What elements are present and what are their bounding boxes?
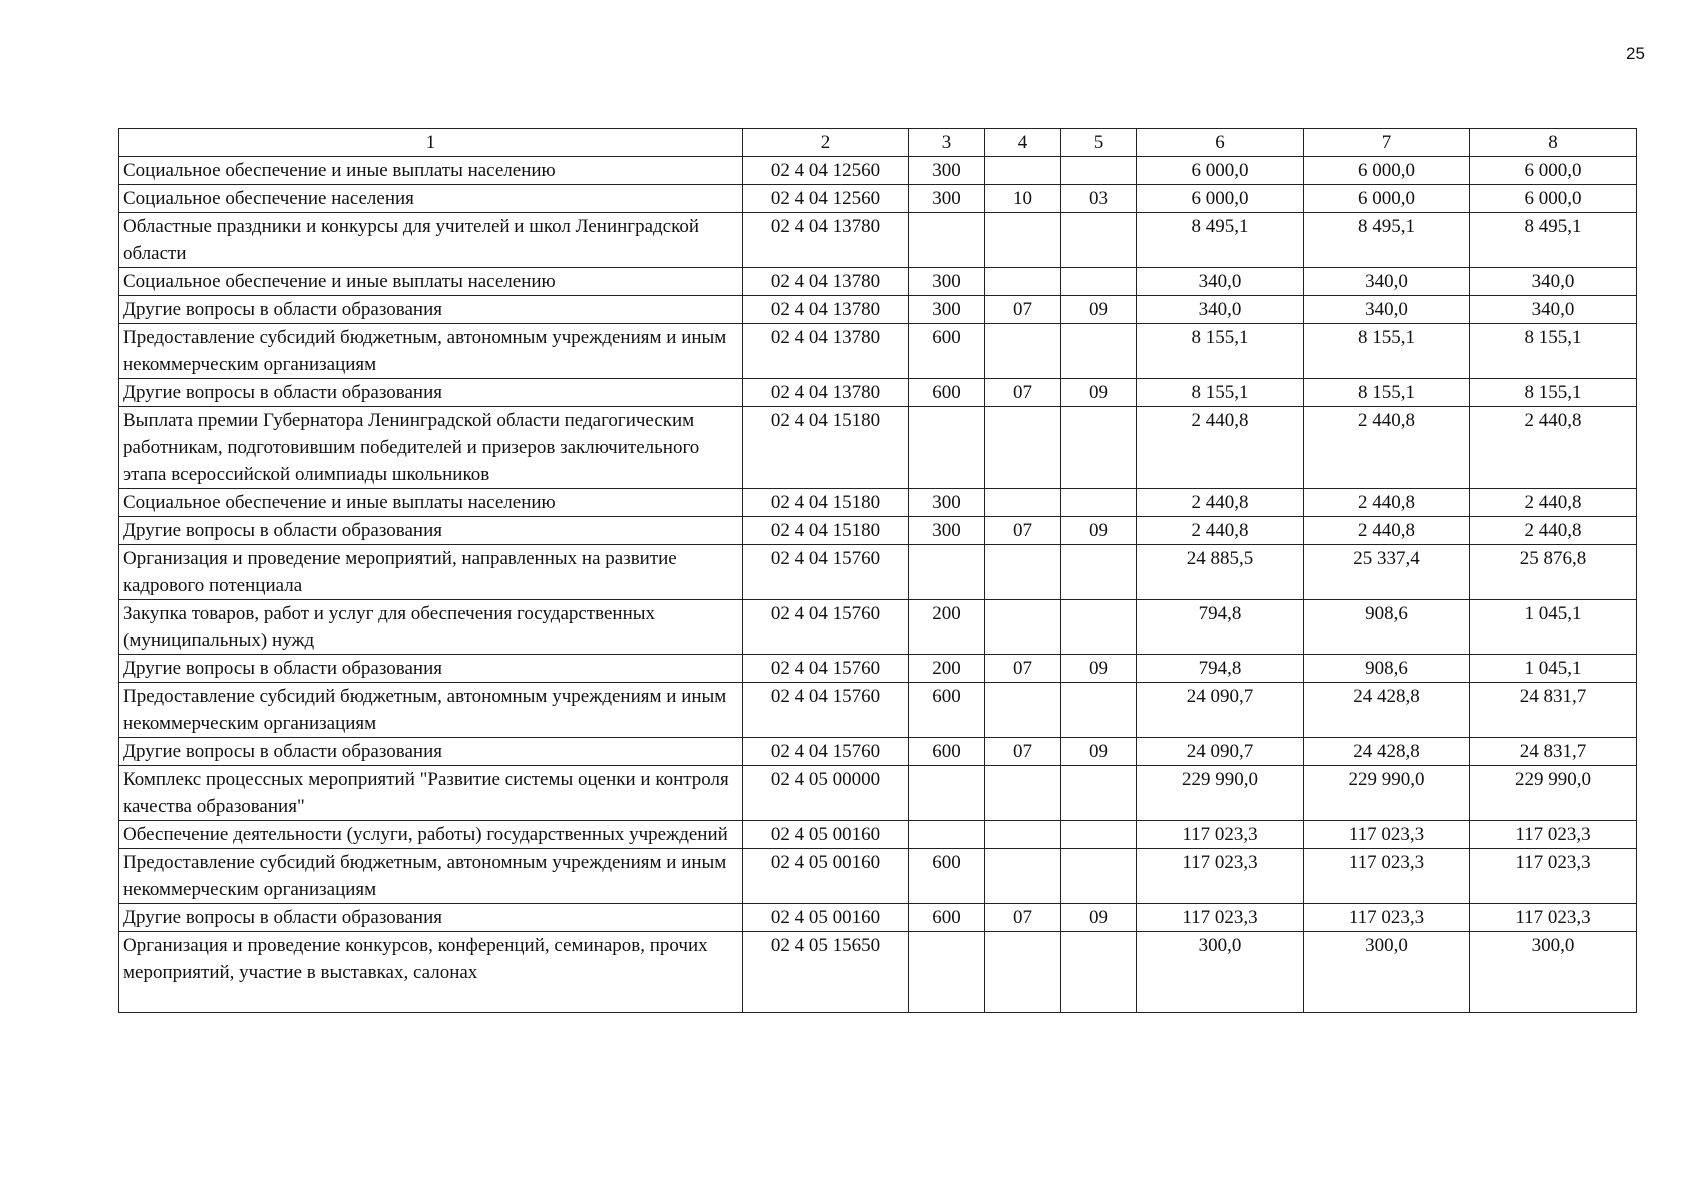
col-header-6: 6 [1137,129,1304,157]
row-value-7-cell: 24 428,8 [1304,683,1470,738]
row-name-cell: Организация и проведение конкурсов, конференций, семинаров, прочих мероприятий, участие в выставках, салонах [119,932,743,1013]
row-value-6-cell: 8 155,1 [1137,379,1304,407]
table-row [119,407,1637,489]
row-value-7-cell: 340,0 [1304,268,1470,296]
row-value-8-cell: 300,0 [1470,932,1637,1013]
table-row [119,296,1637,324]
row-value-6-cell: 24 090,7 [1137,683,1304,738]
table-row [119,600,1637,655]
row-code-cell: 02 4 04 15180 [743,517,909,545]
row-value-7-cell: 340,0 [1304,296,1470,324]
row-value-6-cell: 6 000,0 [1137,185,1304,213]
row-value-7-cell: 25 337,4 [1304,545,1470,600]
row-value-6-cell: 300,0 [1137,932,1304,1013]
table-row [119,655,1637,683]
row-type-cell [909,821,985,849]
col-header-7: 7 [1304,129,1470,157]
row-value-6-cell: 794,8 [1137,655,1304,683]
row-subsection-cell [1061,545,1137,600]
row-section-cell [985,407,1061,489]
row-value-7-cell: 8 155,1 [1304,324,1470,379]
row-type-cell: 600 [909,683,985,738]
row-section-cell [985,821,1061,849]
row-type-cell: 300 [909,489,985,517]
row-value-7-cell: 2 440,8 [1304,489,1470,517]
row-code-cell: 02 4 05 15650 [743,932,909,1013]
row-value-8-cell: 24 831,7 [1470,738,1637,766]
row-value-6-cell: 2 440,8 [1137,517,1304,545]
row-value-6-cell: 117 023,3 [1137,904,1304,932]
row-section-cell: 10 [985,185,1061,213]
row-type-cell: 600 [909,849,985,904]
row-name-cell: Другие вопросы в области образования [119,296,743,324]
row-section-cell: 07 [985,296,1061,324]
col-header-3: 3 [909,129,985,157]
table-row [119,766,1637,821]
row-name-cell: Социальное обеспечение и иные выплаты населению [119,268,743,296]
row-value-7-cell: 300,0 [1304,932,1470,1013]
table-row [119,932,1637,1013]
row-value-7-cell: 2 440,8 [1304,407,1470,489]
row-code-cell: 02 4 04 12560 [743,185,909,213]
row-value-7-cell: 2 440,8 [1304,517,1470,545]
row-subsection-cell [1061,157,1137,185]
row-name-cell: Социальное обеспечение населения [119,185,743,213]
row-value-8-cell: 340,0 [1470,268,1637,296]
row-name-cell: Организация и проведение мероприятий, направленных на развитие кадрового потенциала [119,545,743,600]
row-value-8-cell: 340,0 [1470,296,1637,324]
row-type-cell [909,407,985,489]
row-name-cell: Предоставление субсидий бюджетным, автономным учреждениям и иным некоммерческим организациям [119,683,743,738]
row-value-7-cell: 908,6 [1304,600,1470,655]
row-code-cell: 02 4 04 13780 [743,379,909,407]
row-name-cell: Предоставление субсидий бюджетным, автономным учреждениям и иным некоммерческим организациям [119,324,743,379]
page-number: 25 [1626,44,1645,63]
table-row [119,821,1637,849]
row-section-cell [985,849,1061,904]
row-code-cell: 02 4 04 15760 [743,683,909,738]
row-value-6-cell: 2 440,8 [1137,489,1304,517]
table-row [119,489,1637,517]
row-value-7-cell: 6 000,0 [1304,185,1470,213]
table-row [119,379,1637,407]
row-name-cell: Социальное обеспечение и иные выплаты населению [119,157,743,185]
row-code-cell: 02 4 05 00160 [743,821,909,849]
row-code-cell: 02 4 04 15760 [743,545,909,600]
row-value-6-cell: 6 000,0 [1137,157,1304,185]
row-code-cell: 02 4 05 00160 [743,904,909,932]
row-code-cell: 02 4 05 00160 [743,849,909,904]
row-type-cell: 300 [909,517,985,545]
col-header-2: 2 [743,129,909,157]
table-row [119,324,1637,379]
row-name-cell: Другие вопросы в области образования [119,738,743,766]
table-row [119,268,1637,296]
row-code-cell: 02 4 05 00000 [743,766,909,821]
row-value-8-cell: 1 045,1 [1470,600,1637,655]
row-subsection-cell [1061,489,1137,517]
row-subsection-cell [1061,213,1137,268]
row-type-cell: 200 [909,600,985,655]
row-name-cell: Закупка товаров, работ и услуг для обеспечения государственных (муниципальных) нужд [119,600,743,655]
row-value-8-cell: 117 023,3 [1470,904,1637,932]
row-name-cell: Другие вопросы в области образования [119,904,743,932]
budget-table [118,128,1637,1013]
table-body [119,157,1637,1013]
row-value-8-cell: 8 155,1 [1470,324,1637,379]
col-header-8: 8 [1470,129,1637,157]
row-section-cell [985,545,1061,600]
row-value-7-cell: 8 155,1 [1304,379,1470,407]
row-code-cell: 02 4 04 15760 [743,655,909,683]
row-name-cell: Комплекс процессных мероприятий "Развитие системы оценки и контроля качества образования" [119,766,743,821]
row-name-cell: Социальное обеспечение и иные выплаты населению [119,489,743,517]
row-section-cell: 07 [985,517,1061,545]
row-value-7-cell: 8 495,1 [1304,213,1470,268]
row-value-6-cell: 2 440,8 [1137,407,1304,489]
row-section-cell [985,683,1061,738]
row-value-8-cell: 25 876,8 [1470,545,1637,600]
row-subsection-cell: 09 [1061,517,1137,545]
row-subsection-cell: 09 [1061,296,1137,324]
table-row [119,849,1637,904]
row-code-cell: 02 4 04 13780 [743,268,909,296]
row-type-cell [909,213,985,268]
row-subsection-cell [1061,683,1137,738]
row-name-cell: Обеспечение деятельности (услуги, работы) государственных учреждений [119,821,743,849]
row-value-7-cell: 229 990,0 [1304,766,1470,821]
table-row [119,517,1637,545]
row-type-cell: 300 [909,157,985,185]
row-section-cell [985,932,1061,1013]
row-type-cell [909,766,985,821]
table-row [119,738,1637,766]
row-subsection-cell: 09 [1061,904,1137,932]
row-value-8-cell: 6 000,0 [1470,157,1637,185]
row-code-cell: 02 4 04 13780 [743,296,909,324]
row-code-cell: 02 4 04 15760 [743,600,909,655]
row-code-cell: 02 4 04 15180 [743,489,909,517]
table-row [119,904,1637,932]
row-value-8-cell: 8 495,1 [1470,213,1637,268]
row-value-6-cell: 24 090,7 [1137,738,1304,766]
row-code-cell: 02 4 04 12560 [743,157,909,185]
row-type-cell: 300 [909,296,985,324]
row-section-cell: 07 [985,379,1061,407]
row-subsection-cell: 03 [1061,185,1137,213]
row-section-cell [985,600,1061,655]
row-value-6-cell: 8 495,1 [1137,213,1304,268]
row-name-cell: Предоставление субсидий бюджетным, автономным учреждениям и иным некоммерческим организациям [119,849,743,904]
row-section-cell [985,157,1061,185]
row-value-8-cell: 1 045,1 [1470,655,1637,683]
row-value-7-cell: 117 023,3 [1304,821,1470,849]
row-code-cell: 02 4 04 13780 [743,213,909,268]
col-header-5: 5 [1061,129,1137,157]
row-type-cell: 300 [909,268,985,296]
col-header-1: 1 [119,129,743,157]
row-value-6-cell: 794,8 [1137,600,1304,655]
row-value-7-cell: 117 023,3 [1304,904,1470,932]
header-row [119,129,1637,157]
row-value-8-cell: 2 440,8 [1470,489,1637,517]
row-subsection-cell [1061,324,1137,379]
row-value-8-cell: 117 023,3 [1470,849,1637,904]
row-subsection-cell [1061,407,1137,489]
row-subsection-cell [1061,268,1137,296]
row-value-7-cell: 908,6 [1304,655,1470,683]
row-name-cell: Другие вопросы в области образования [119,655,743,683]
row-value-8-cell: 8 155,1 [1470,379,1637,407]
row-name-cell: Выплата премии Губернатора Ленинградской области педагогическим работникам, подготовившим победителей и призеров заключительного этапа всероссийской олимпиады школьников [119,407,743,489]
row-section-cell [985,766,1061,821]
col-header-4: 4 [985,129,1061,157]
row-code-cell: 02 4 04 13780 [743,324,909,379]
row-subsection-cell [1061,932,1137,1013]
row-section-cell: 07 [985,738,1061,766]
table-row [119,545,1637,600]
row-subsection-cell: 09 [1061,655,1137,683]
row-section-cell [985,324,1061,379]
row-section-cell [985,213,1061,268]
row-type-cell: 600 [909,904,985,932]
table-row [119,683,1637,738]
row-value-6-cell: 340,0 [1137,268,1304,296]
row-subsection-cell [1061,600,1137,655]
row-value-7-cell: 24 428,8 [1304,738,1470,766]
row-section-cell [985,489,1061,517]
row-value-8-cell: 2 440,8 [1470,407,1637,489]
row-type-cell: 600 [909,324,985,379]
row-value-7-cell: 6 000,0 [1304,157,1470,185]
row-name-cell: Областные праздники и конкурсы для учителей и школ Ленинградской области [119,213,743,268]
row-value-6-cell: 117 023,3 [1137,821,1304,849]
row-value-6-cell: 117 023,3 [1137,849,1304,904]
row-value-8-cell: 229 990,0 [1470,766,1637,821]
row-value-6-cell: 229 990,0 [1137,766,1304,821]
row-type-cell: 600 [909,379,985,407]
row-subsection-cell: 09 [1061,738,1137,766]
row-subsection-cell [1061,849,1137,904]
row-section-cell: 07 [985,904,1061,932]
row-code-cell: 02 4 04 15760 [743,738,909,766]
table-row [119,185,1637,213]
row-value-6-cell: 8 155,1 [1137,324,1304,379]
row-value-6-cell: 24 885,5 [1137,545,1304,600]
row-name-cell: Другие вопросы в области образования [119,379,743,407]
row-value-8-cell: 117 023,3 [1470,821,1637,849]
row-code-cell: 02 4 04 15180 [743,407,909,489]
row-type-cell [909,545,985,600]
row-value-8-cell: 6 000,0 [1470,185,1637,213]
row-value-6-cell: 340,0 [1137,296,1304,324]
row-type-cell: 200 [909,655,985,683]
row-subsection-cell [1061,766,1137,821]
row-type-cell: 600 [909,738,985,766]
row-type-cell: 300 [909,185,985,213]
table-row [119,213,1637,268]
row-value-7-cell: 117 023,3 [1304,849,1470,904]
table-row [119,157,1637,185]
row-value-8-cell: 24 831,7 [1470,683,1637,738]
row-type-cell [909,932,985,1013]
row-value-8-cell: 2 440,8 [1470,517,1637,545]
row-subsection-cell: 09 [1061,379,1137,407]
row-name-cell: Другие вопросы в области образования [119,517,743,545]
row-section-cell: 07 [985,655,1061,683]
row-section-cell [985,268,1061,296]
row-subsection-cell [1061,821,1137,849]
